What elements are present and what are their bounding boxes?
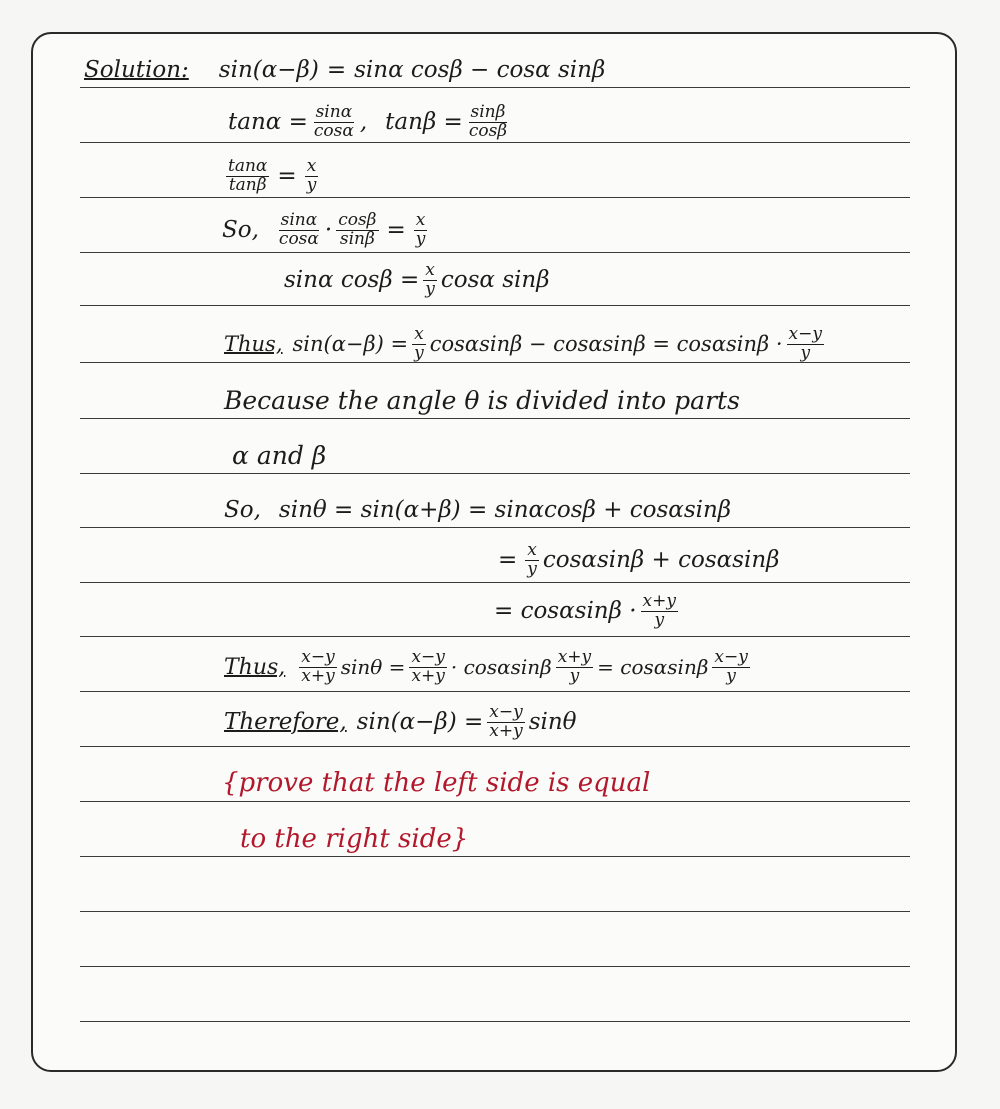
expr-lhs: sin(α−β) = (356, 709, 484, 735)
fraction-denominator: x+y (301, 665, 335, 686)
ruled-line (80, 305, 910, 306)
fraction-numerator: x (415, 209, 426, 230)
equals-sign: = (498, 547, 518, 573)
proof-note-line-2 (240, 821, 468, 857)
ruled-line (80, 636, 910, 637)
fraction (312, 101, 356, 141)
ruled-line (80, 527, 910, 528)
fraction-numerator: tanα (228, 155, 268, 176)
explanation-text: α and β (232, 440, 327, 470)
thus-label: Thus, (224, 654, 286, 680)
fraction-denominator: cosβ (468, 120, 508, 141)
fraction-denominator: y (569, 665, 580, 686)
solution-line-8 (232, 437, 326, 473)
expr-rhs: cosα sinβ (440, 267, 550, 293)
fraction-denominator: y (654, 609, 665, 630)
ruled-line (80, 252, 910, 253)
fraction (409, 646, 446, 686)
fraction-denominator: cosα (313, 120, 354, 141)
expr-rhs: sinα cosβ − cosα sinβ (354, 57, 606, 83)
fraction (525, 539, 539, 579)
ruled-line (80, 856, 910, 857)
fraction (467, 101, 509, 141)
ruled-line (80, 1021, 910, 1022)
fraction (414, 209, 428, 249)
fraction-numerator: x (425, 259, 435, 280)
fraction-numerator: sinα (280, 209, 318, 230)
fraction-numerator: x (414, 323, 424, 344)
therefore-label: Therefore, (224, 709, 347, 735)
fraction-denominator: y (726, 665, 736, 686)
fraction-numerator: x−y (714, 646, 748, 667)
thus-label: Thus, (224, 332, 283, 356)
fraction-numerator: x+y (642, 590, 676, 611)
fraction (487, 701, 524, 741)
solution-label: Solution: (84, 57, 189, 83)
ruled-line (80, 582, 910, 583)
expr-middle: cosαsinβ − cosαsinβ = cosαsinβ · (429, 332, 783, 356)
solution-line-12 (224, 644, 754, 690)
proof-note-line-1 (222, 765, 650, 801)
fraction-denominator: tanβ (228, 174, 267, 195)
fraction (712, 646, 749, 686)
solution-line-4 (222, 208, 431, 252)
comma: , (359, 109, 368, 135)
ruled-line (80, 142, 910, 143)
tan-beta-label: tanβ = (385, 109, 463, 135)
solution-line-13 (224, 700, 577, 744)
fraction-denominator: x+y (411, 665, 445, 686)
expr-rhs: cosαsinβ + cosαsinβ (542, 547, 780, 573)
ruled-line (80, 197, 910, 198)
multiply-dot: · (324, 217, 333, 243)
fraction (226, 155, 269, 195)
fraction-numerator: x−y (301, 646, 335, 667)
solution-line-5 (284, 258, 550, 302)
solution-line-10 (494, 538, 779, 582)
fraction (787, 323, 824, 363)
expr-lhs: sin(α−β) (218, 57, 319, 83)
equals-sign: = (277, 163, 297, 189)
fraction-denominator: y (527, 558, 537, 579)
expr-lhs: = cosαsinβ · (494, 598, 637, 624)
fraction-numerator: x+y (557, 646, 592, 667)
expr-segment: = cosαsinβ (597, 655, 709, 679)
fraction (305, 155, 319, 195)
fraction (641, 590, 678, 630)
ruled-line (80, 473, 910, 474)
solution-line-6 (224, 322, 828, 366)
fraction (412, 323, 426, 363)
ruled-line (80, 418, 910, 419)
ruled-line (80, 691, 910, 692)
fraction-denominator: y (306, 174, 317, 195)
fraction (556, 646, 593, 686)
ruled-line (80, 966, 910, 967)
expr-rhs: sinθ (528, 709, 577, 735)
expr-segment: · cosαsinβ (450, 655, 552, 679)
fraction-numerator: x−y (411, 646, 445, 667)
fraction-numerator: sinβ (470, 101, 506, 122)
fraction-denominator: y (800, 342, 811, 363)
fraction-denominator: cosα (278, 228, 319, 249)
proof-note-text: {prove that the left side is equal (222, 768, 651, 798)
so-label: So, (224, 497, 261, 523)
fraction-denominator: y (414, 342, 424, 363)
fraction (277, 209, 321, 249)
fraction (423, 259, 437, 299)
fraction-numerator: cosβ (338, 209, 377, 230)
fraction (336, 209, 378, 249)
proof-note-text: to the right side} (240, 824, 469, 854)
ruled-line (80, 801, 910, 802)
fraction-denominator: y (415, 228, 426, 249)
fraction-numerator: x−y (489, 701, 523, 722)
solution-line-9 (224, 493, 731, 527)
tan-alpha-label: tanα = (228, 109, 308, 135)
fraction-numerator: x−y (788, 323, 822, 344)
solution-line-1 (84, 55, 609, 85)
fraction-denominator: x+y (489, 720, 523, 741)
ruled-line (80, 746, 910, 747)
solution-line-3 (222, 155, 322, 197)
so-label: So, (222, 217, 259, 243)
fraction-numerator: sinα (315, 101, 353, 122)
explanation-text: Because the angle θ is divided into parts (224, 385, 740, 415)
equals-sign: = (326, 57, 347, 83)
fraction-denominator: y (425, 278, 435, 299)
equals-sign: = (386, 217, 406, 243)
fraction-numerator: x (527, 539, 537, 560)
expr-lhs: sin(α−β) = (292, 332, 409, 356)
expr-lhs: sinα cosβ = (284, 267, 420, 293)
expr-segment: sinθ = (340, 655, 406, 679)
fraction-denominator: sinβ (339, 228, 375, 249)
fraction (299, 646, 336, 686)
ruled-line (80, 87, 910, 88)
solution-line-7 (224, 382, 740, 418)
solution-line-2 (228, 102, 513, 142)
fraction-numerator: x (306, 155, 317, 176)
ruled-line (80, 911, 910, 912)
solution-line-11 (494, 588, 682, 634)
expr-lhs: sinθ = sin(α+β) = sinαcosβ + cosαsinβ (278, 497, 732, 523)
